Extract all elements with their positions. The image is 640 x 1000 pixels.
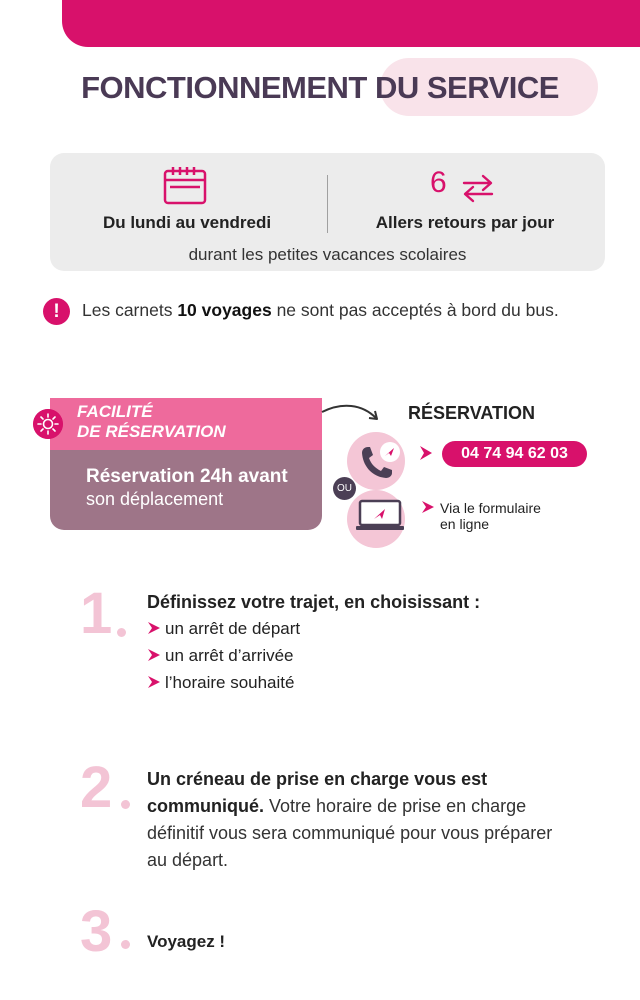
facility-normal-text: son déplacement: [86, 489, 224, 509]
web-form-label-line2[interactable]: en ligne: [440, 516, 490, 532]
warning-text-start: Les carnets: [82, 300, 178, 320]
trips-label: Allers retours par jour: [375, 213, 555, 232]
step2-line: [147, 796, 526, 817]
or-badge: OU: [333, 477, 356, 500]
warning-text: [82, 300, 559, 321]
chevron-right-icon: [147, 675, 161, 689]
step1-bullet-text: un arrêt de départ: [165, 619, 301, 638]
sun-icon: [33, 409, 63, 439]
step-number: 3: [80, 899, 113, 964]
days-label: Du lundi au vendredi: [102, 213, 272, 232]
step-dot: [121, 800, 130, 809]
step-dot: [117, 628, 126, 637]
round-trip-arrows-icon: [458, 172, 498, 204]
step-number: 2: [80, 755, 113, 820]
step1-bullet: [147, 619, 300, 639]
facility-title-line2: DE RÉSERVATION: [77, 422, 226, 441]
step2-bold-text: communiqué.: [147, 796, 265, 816]
web-form-label-line1[interactable]: Via le formulaire: [440, 500, 541, 516]
step2-line: [147, 769, 487, 790]
step-dot: [121, 940, 130, 949]
trips-number: 6: [430, 166, 447, 199]
chevron-right-icon: [147, 648, 161, 662]
step1-bullet-text: l’horaire souhaité: [165, 673, 295, 692]
curved-arrow-icon: [320, 400, 384, 434]
step1-title: Définissez votre trajet, en choisissant :: [147, 592, 481, 612]
calendar-icon: [162, 165, 208, 205]
step2-line: définitif vous sera communiqué pour vous préparer: [147, 823, 553, 843]
phone-icon: [356, 439, 406, 485]
period-label: durant les petites vacances scolaires: [188, 245, 467, 264]
facility-title-line1: FACILITÉ: [77, 402, 153, 421]
info-divider: [327, 175, 328, 233]
facility-strong-text: Réservation 24h avant: [86, 466, 288, 487]
step1-bullet: [147, 673, 294, 693]
chevron-right-icon: [418, 444, 434, 462]
chevron-right-icon: [420, 500, 436, 514]
step1-bullet-text: un arrêt d’arrivée: [165, 646, 294, 665]
step2-bold-text: Un créneau de prise en charge vous est: [147, 769, 488, 789]
warning-text-end: ne sont pas acceptés à bord du bus.: [271, 300, 559, 320]
step2-text: Votre horaire de prise en charge: [264, 796, 527, 816]
reservation-title: RÉSERVATION: [408, 403, 536, 423]
step2-line: au départ.: [147, 850, 229, 870]
title-block: [0, 58, 640, 118]
step-number: 1: [80, 581, 113, 646]
chevron-right-icon: [147, 621, 161, 635]
phone-number[interactable]: 04 74 94 62 03: [442, 441, 587, 467]
header-band: [62, 0, 640, 47]
page-title: FONCTIONNEMENT DU SERVICE: [81, 70, 559, 105]
laptop-icon: [354, 498, 406, 534]
step3-title: Voyagez !: [147, 932, 226, 951]
exclamation-icon: !: [43, 298, 70, 325]
facility-title: [77, 402, 277, 442]
step1-bullet: [147, 646, 294, 666]
warning-text-bold: 10 voyages: [177, 300, 272, 320]
